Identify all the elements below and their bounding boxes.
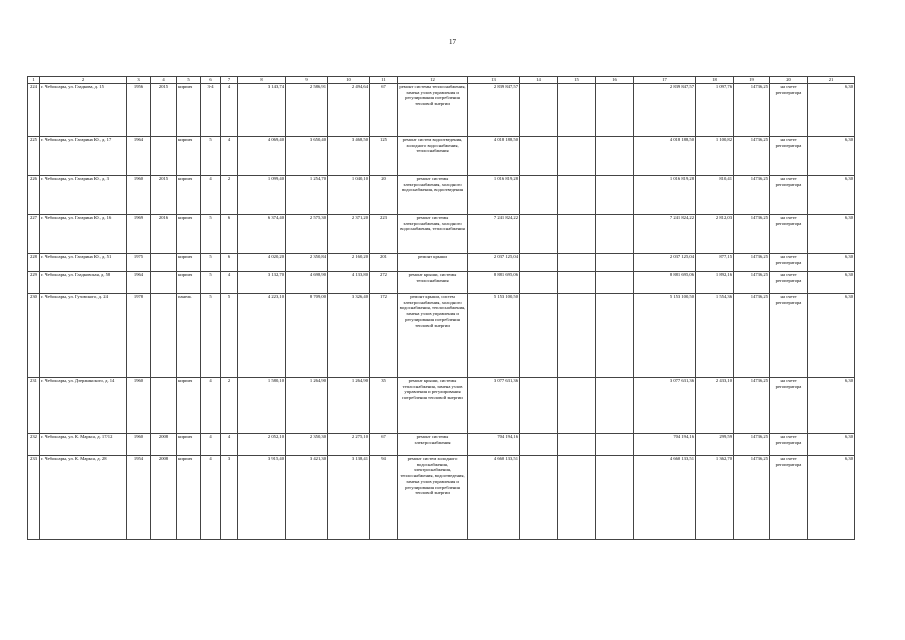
table-cell: 6 — [221, 215, 238, 254]
table-cell — [558, 456, 596, 540]
table-cell: кирпич — [177, 272, 201, 294]
table-cell — [558, 176, 596, 215]
repair-program-table — [27, 76, 855, 540]
page-number: 17 — [449, 38, 456, 46]
table-cell: 1978 — [127, 294, 151, 378]
table-cell: 4 020,20 — [238, 254, 286, 272]
table-cell: 1954 — [127, 456, 151, 540]
table-cell: кирпич — [177, 254, 201, 272]
table-cell — [558, 378, 596, 434]
table-cell — [596, 434, 634, 456]
table-cell: на счете регоператора — [770, 254, 808, 272]
work-type-cell: ремонт системы электроснабжения — [398, 434, 468, 456]
table-cell: 2 160,20 — [328, 254, 370, 272]
table-cell: 4 018 188,50 — [468, 137, 520, 176]
table-row — [28, 254, 855, 272]
table-cell: 1 097,76 — [696, 84, 734, 137]
table-cell — [558, 272, 596, 294]
table-cell — [596, 84, 634, 137]
table-cell: кирпич — [177, 215, 201, 254]
table-cell: 5 — [201, 294, 221, 378]
table-cell: 223 — [370, 215, 398, 254]
table-cell — [596, 294, 634, 378]
table-cell: 5 — [201, 215, 221, 254]
address-cell: г. Чебоксары, ул. Гузовского, д. 24 — [40, 294, 127, 378]
table-cell: 2 812,03 — [696, 215, 734, 254]
table-cell — [596, 215, 634, 254]
table-cell: 2 — [221, 378, 238, 434]
address-cell: г. Чебоксары, ул. К. Маркса, д. 28 — [40, 456, 127, 540]
table-cell: 4 — [201, 456, 221, 540]
table-cell: 4 — [221, 434, 238, 456]
table-cell: 14736,25 — [734, 434, 770, 456]
column-number-row — [28, 77, 855, 84]
table-cell: панель — [177, 294, 201, 378]
table-cell: 4 — [221, 84, 238, 137]
table-cell: 5 153 100,50 — [634, 294, 696, 378]
table-cell: 704 194,16 — [634, 434, 696, 456]
table-cell: 1 554,36 — [696, 294, 734, 378]
column-number-cell: 2 — [40, 77, 127, 84]
table-cell — [596, 272, 634, 294]
table-cell: 14736,25 — [734, 137, 770, 176]
table-cell: 6,30 — [808, 176, 855, 215]
table-cell: 2 275,10 — [328, 434, 370, 456]
table-cell — [558, 254, 596, 272]
table-cell: кирпич — [177, 137, 201, 176]
table-cell: 6,30 — [808, 84, 855, 137]
work-type-cell: ремонт крыши, систем электроснабжения, холодного водоснабжения, теплоснабжения, замена узлов управления и регулирования потребления тепловой энергии — [398, 294, 468, 378]
table-cell: кирпич — [177, 378, 201, 434]
table-cell: на счете регоператора — [770, 434, 808, 456]
table-cell: на счете регоператора — [770, 456, 808, 540]
row-number-cell: 227 — [28, 215, 40, 254]
table-cell: 14736,25 — [734, 176, 770, 215]
table-cell — [520, 215, 558, 254]
table-cell: 810,41 — [696, 176, 734, 215]
table-cell: на счете регоператора — [770, 137, 808, 176]
address-cell: г. Чебоксары, ул. Гагарина Ю., д. 3 — [40, 176, 127, 215]
table-cell: кирпич — [177, 84, 201, 137]
table-cell: 6,30 — [808, 215, 855, 254]
table-cell — [151, 254, 177, 272]
table-cell: 1975 — [127, 254, 151, 272]
table-cell: 6,30 — [808, 378, 855, 434]
work-type-cell: ремонт системы электроснабжения, холодного водоснабжения, теплоснабжения — [398, 215, 468, 254]
table-cell: 2 575,30 — [286, 215, 328, 254]
table-cell: 1960 — [127, 176, 151, 215]
table-cell: 1 580,10 — [238, 378, 286, 434]
table-cell: 35 — [370, 378, 398, 434]
address-cell: г. Чебоксары, ул. Гагарина Ю., д. 16 — [40, 215, 127, 254]
table-cell: 14736,25 — [734, 456, 770, 540]
table-cell: 7 241 824,22 — [468, 215, 520, 254]
table-cell — [151, 378, 177, 434]
table-cell: 2 371,20 — [328, 215, 370, 254]
column-number-cell: 1 — [28, 77, 40, 84]
table-cell — [151, 294, 177, 378]
table-row — [28, 294, 855, 378]
table-cell: 2 037 125,04 — [468, 254, 520, 272]
table-row — [28, 215, 855, 254]
table-cell: 3 143,74 — [238, 84, 286, 137]
table-cell: 67 — [370, 434, 398, 456]
table-cell: 1964 — [127, 137, 151, 176]
table-cell — [520, 84, 558, 137]
table-cell: кирпич — [177, 456, 201, 540]
table-cell: 3-4 — [201, 84, 221, 137]
table-cell: на счете регоператора — [770, 176, 808, 215]
column-number-cell: 18 — [696, 77, 734, 84]
address-cell: г. Чебоксары, ул. Гагарина Ю., д. 17 — [40, 137, 127, 176]
table-cell: 1 016 819,28 — [634, 176, 696, 215]
table-cell — [151, 137, 177, 176]
table-cell — [520, 294, 558, 378]
table-cell: 8 881 695,06 — [468, 272, 520, 294]
table-cell: 4 660 133,51 — [468, 456, 520, 540]
column-number-cell: 5 — [177, 77, 201, 84]
address-cell: г. Чебоксары, ул. Дзержинского, д. 14 — [40, 378, 127, 434]
column-number-cell: 17 — [634, 77, 696, 84]
column-number-cell: 14 — [520, 77, 558, 84]
table-cell: 4 — [201, 378, 221, 434]
table-cell — [558, 434, 596, 456]
table-cell: 5 — [201, 272, 221, 294]
column-number-cell: 8 — [238, 77, 286, 84]
table-cell: 172 — [370, 294, 398, 378]
table-cell: 5 — [221, 294, 238, 378]
work-type-cell: ремонт системы электроснабжения, холодного водоснабжения, водоотведения — [398, 176, 468, 215]
table-cell: 3 132,70 — [238, 272, 286, 294]
table-cell: 3 077 631,36 — [468, 378, 520, 434]
table-cell: 14736,25 — [734, 84, 770, 137]
table-cell: 5 — [201, 137, 221, 176]
table-cell: 1 040,10 — [328, 176, 370, 215]
work-type-cell: ремонт систем водоотведения, холодного водоснабжения, теплоснабжения — [398, 137, 468, 176]
column-number-cell: 4 — [151, 77, 177, 84]
row-number-cell: 230 — [28, 294, 40, 378]
table-cell: 8 709,00 — [286, 294, 328, 378]
table-cell — [596, 176, 634, 215]
table-cell — [596, 137, 634, 176]
table-cell — [596, 254, 634, 272]
table-cell: 1960 — [127, 378, 151, 434]
table-cell: кирпич — [177, 434, 201, 456]
work-type-cell: ремонт системы теплоснабжения, замена узлов управления и регулирования потребления тепловой энергии — [398, 84, 468, 137]
table-cell: 1 892,16 — [696, 272, 734, 294]
row-number-cell: 232 — [28, 434, 40, 456]
table-cell — [558, 215, 596, 254]
column-number-cell: 15 — [558, 77, 596, 84]
table-cell: 14736,25 — [734, 378, 770, 434]
table-row — [28, 456, 855, 540]
table-cell: 5 153 100,50 — [468, 294, 520, 378]
table-cell: 4 — [221, 272, 238, 294]
table-cell: 877,15 — [696, 254, 734, 272]
table-cell: 2 037 125,04 — [634, 254, 696, 272]
table-cell: 5 — [201, 254, 221, 272]
table-cell: 2 494,64 — [328, 84, 370, 137]
table-cell: 2 350,84 — [286, 254, 328, 272]
table-cell: 1 362,70 — [696, 456, 734, 540]
row-number-cell: 226 — [28, 176, 40, 215]
table-cell: 1969 — [127, 215, 151, 254]
table-cell: 2 586,91 — [286, 84, 328, 137]
table-cell: 1964 — [127, 272, 151, 294]
column-number-cell: 19 — [734, 77, 770, 84]
table-cell: 3 650,40 — [286, 137, 328, 176]
table-row — [28, 176, 855, 215]
table-cell: 4 069,40 — [238, 137, 286, 176]
column-number-cell: 12 — [398, 77, 468, 84]
table-cell — [558, 294, 596, 378]
table-cell: 2 350,30 — [286, 434, 328, 456]
table-cell: на счете регоператора — [770, 294, 808, 378]
row-number-cell: 229 — [28, 272, 40, 294]
column-number-cell: 10 — [328, 77, 370, 84]
table-row — [28, 434, 855, 456]
table-cell: 272 — [370, 272, 398, 294]
address-cell: г. Чебоксары, ул. Гладковская, д. 58 — [40, 272, 127, 294]
table-cell: 1956 — [127, 84, 151, 137]
table-cell: 704 194,16 — [468, 434, 520, 456]
table-cell: 94 — [370, 456, 398, 540]
table-cell: 1 254,70 — [286, 176, 328, 215]
address-cell: г. Чебоксары, ул. Гагарина Ю., д. 51 — [40, 254, 127, 272]
table-cell: 6,30 — [808, 254, 855, 272]
table-cell: 8 881 695,06 — [634, 272, 696, 294]
table-cell: 6,30 — [808, 137, 855, 176]
column-number-cell: 7 — [221, 77, 238, 84]
table-row — [28, 137, 855, 176]
table-cell: 7 241 824,22 — [634, 215, 696, 254]
row-number-cell: 231 — [28, 378, 40, 434]
table-cell: 3 468,50 — [328, 137, 370, 176]
table-cell: 14736,25 — [734, 272, 770, 294]
address-cell: г. Чебоксары, ул. К. Маркса, д. 17/12 — [40, 434, 127, 456]
table-cell: 4 — [221, 137, 238, 176]
table-cell — [520, 378, 558, 434]
table-cell: 6 — [221, 254, 238, 272]
table-cell: на счете регоператора — [770, 84, 808, 137]
table-cell: 2008 — [151, 434, 177, 456]
table-cell: 3 326,40 — [328, 294, 370, 378]
table-cell: кирпич — [177, 176, 201, 215]
column-number-cell: 20 — [770, 77, 808, 84]
table-cell: 4 — [201, 434, 221, 456]
column-number-cell: 6 — [201, 77, 221, 84]
table-cell: 1960 — [127, 434, 151, 456]
work-type-cell: ремонт крыши, системы теплоснабжения, замена узлов управления и регулирования потребления тепловой энергии — [398, 378, 468, 434]
table-cell: 125 — [370, 137, 398, 176]
table-cell — [520, 456, 558, 540]
column-number-cell: 9 — [286, 77, 328, 84]
table-cell — [520, 272, 558, 294]
table-cell: 3 421,30 — [286, 456, 328, 540]
table-cell — [596, 378, 634, 434]
table-cell: 20 — [370, 176, 398, 215]
table-cell: 201 — [370, 254, 398, 272]
table-cell: 4 698,90 — [286, 272, 328, 294]
table-cell: 4 223,10 — [238, 294, 286, 378]
table-cell: 2008 — [151, 456, 177, 540]
table-cell: 4 133,80 — [328, 272, 370, 294]
table-cell: 2 839 847,57 — [634, 84, 696, 137]
table-cell: 14736,25 — [734, 294, 770, 378]
table-row — [28, 378, 855, 434]
table-row — [28, 272, 855, 294]
table-cell: 2015 — [151, 84, 177, 137]
table-cell: 3 — [221, 456, 238, 540]
table-cell — [520, 137, 558, 176]
table-cell — [520, 434, 558, 456]
table-cell: 3 077 631,36 — [634, 378, 696, 434]
address-cell: г. Чебоксары, ул. Гладкова, д. 15 — [40, 84, 127, 137]
row-number-cell: 225 — [28, 137, 40, 176]
table-cell: 2 052,10 — [238, 434, 286, 456]
table-cell: 6,30 — [808, 294, 855, 378]
table-cell: 14736,25 — [734, 254, 770, 272]
row-number-cell: 228 — [28, 254, 40, 272]
table-cell: 2 839 847,57 — [468, 84, 520, 137]
column-number-cell: 11 — [370, 77, 398, 84]
table-cell: 2 — [221, 176, 238, 215]
table-cell: 1 100,82 — [696, 137, 734, 176]
table-cell: 6,30 — [808, 434, 855, 456]
table-cell: на счете регоператора — [770, 215, 808, 254]
table-cell: 6 374,40 — [238, 215, 286, 254]
table-cell: 2 433,10 — [696, 378, 734, 434]
column-number-cell: 21 — [808, 77, 855, 84]
table-cell: 6,30 — [808, 456, 855, 540]
work-type-cell: ремонт крыши — [398, 254, 468, 272]
table-cell: 299,59 — [696, 434, 734, 456]
row-number-cell: 233 — [28, 456, 40, 540]
column-number-cell: 16 — [596, 77, 634, 84]
column-number-cell: 3 — [127, 77, 151, 84]
work-type-cell: ремонт крыши, системы теплоснабжения — [398, 272, 468, 294]
table-cell — [520, 176, 558, 215]
table-cell: 2015 — [151, 176, 177, 215]
table-cell: 4 018 188,50 — [634, 137, 696, 176]
work-type-cell: ремонт систем холодного водоснабжения, электроснабжения, теплоснабжения, водоотведения, замена узлов управления и регулирования потребления тепловой энергии — [398, 456, 468, 540]
table-cell: на счете регоператора — [770, 378, 808, 434]
table-cell: 3 915,40 — [238, 456, 286, 540]
table-cell: 67 — [370, 84, 398, 137]
table-cell: 14736,25 — [734, 215, 770, 254]
table-cell — [520, 254, 558, 272]
table-cell — [558, 84, 596, 137]
column-number-cell: 13 — [468, 77, 520, 84]
table-cell — [151, 272, 177, 294]
table-cell: 1 016 819,28 — [468, 176, 520, 215]
table-cell: на счете регоператора — [770, 272, 808, 294]
table-cell: 6,30 — [808, 272, 855, 294]
table-row — [28, 84, 855, 137]
row-number-cell: 224 — [28, 84, 40, 137]
table-cell: 4 660 133,51 — [634, 456, 696, 540]
table-cell: 4 — [201, 176, 221, 215]
table-cell: 2016 — [151, 215, 177, 254]
table-cell: 1 099,40 — [238, 176, 286, 215]
table-cell: 1 264,90 — [328, 378, 370, 434]
table-cell: 1 264,90 — [286, 378, 328, 434]
table-cell — [558, 137, 596, 176]
table-cell — [596, 456, 634, 540]
table-cell: 3 138,41 — [328, 456, 370, 540]
